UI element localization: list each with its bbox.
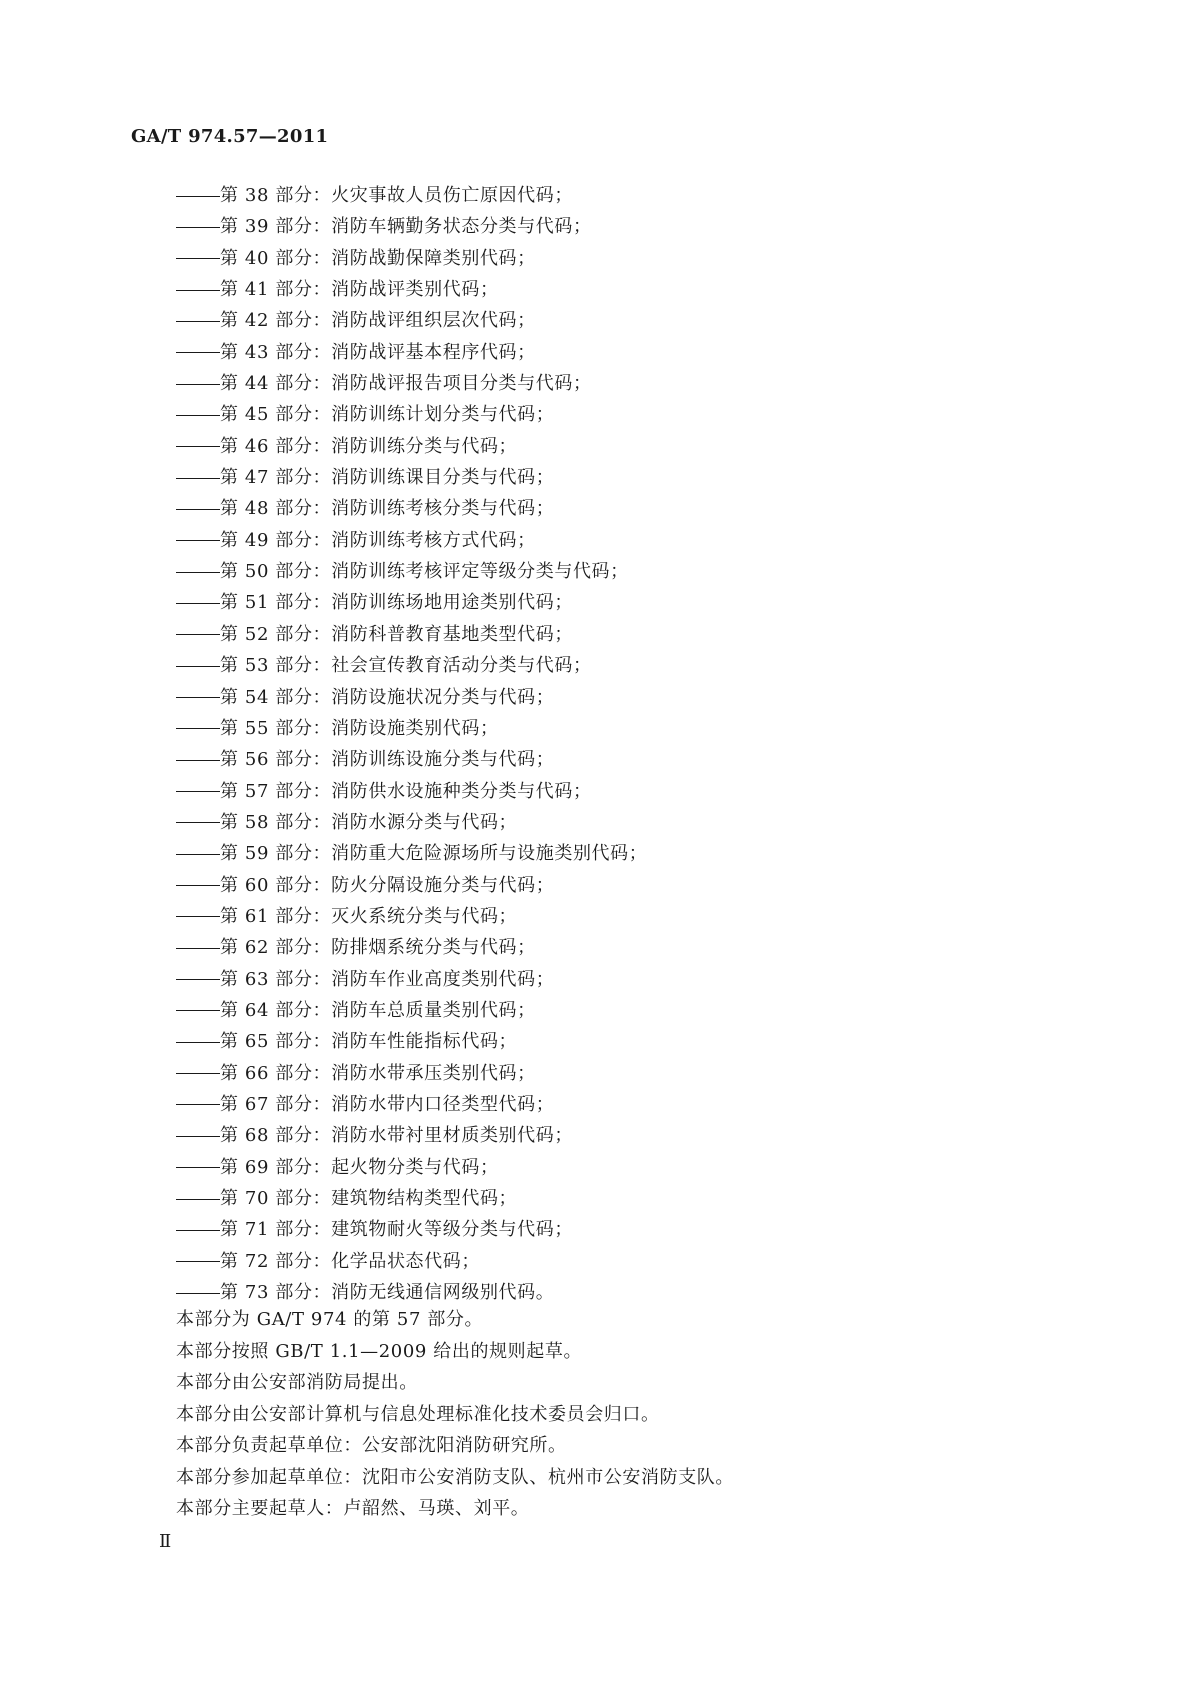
- part-label: 第 53 部分：: [220, 655, 332, 677]
- part-label: 第 49 部分：: [220, 529, 332, 551]
- em-dash-bullet: [176, 854, 220, 855]
- part-title: 消防无线通信网级别代码。: [331, 1282, 555, 1304]
- em-dash-bullet: [176, 948, 220, 949]
- em-dash-bullet: [176, 979, 220, 980]
- list-item: [176, 1152, 647, 1183]
- list-item: [176, 1058, 647, 1089]
- part-label: 第 54 部分：: [220, 686, 332, 708]
- part-title: 消防战评类别代码；: [331, 279, 499, 301]
- page-number: Ⅱ: [159, 1531, 172, 1552]
- em-dash-bullet: [176, 1167, 220, 1168]
- list-item: [176, 525, 647, 556]
- part-title: 消防训练考核评定等级分类与代码；: [331, 561, 629, 583]
- list-item: [176, 243, 647, 274]
- part-label: 第 64 部分：: [220, 999, 332, 1021]
- part-title: 消防重大危险源场所与设施类别代码；: [331, 843, 648, 865]
- list-item: [176, 1246, 647, 1277]
- paragraph: 本部分参加起草单位：沈阳市公安消防支队、杭州市公安消防支队。: [176, 1466, 734, 1488]
- part-label: 第 62 部分：: [220, 937, 332, 959]
- part-title: 消防训练场地用途类别代码；: [331, 592, 573, 614]
- list-item: [176, 556, 647, 587]
- part-title: 防排烟系统分类与代码；: [331, 937, 536, 959]
- list-item: [176, 870, 647, 901]
- list-item: [176, 587, 647, 618]
- part-title: 消防训练考核分类与代码；: [331, 498, 555, 520]
- part-label: 第 69 部分：: [220, 1156, 332, 1178]
- part-title: 社会宣传教育活动分类与代码；: [331, 655, 592, 677]
- part-label: 第 43 部分：: [220, 341, 332, 363]
- part-label: 第 40 部分：: [220, 247, 332, 269]
- em-dash-bullet: [176, 666, 220, 667]
- list-item: [176, 964, 647, 995]
- paragraph: 本部分由公安部消防局提出。: [176, 1372, 418, 1393]
- part-title: 消防训练设施分类与代码；: [331, 749, 555, 771]
- list-item: [176, 368, 647, 399]
- list-item: [176, 650, 647, 681]
- part-label: 第 52 部分：: [220, 623, 332, 645]
- list-item: [176, 1183, 647, 1214]
- em-dash-bullet: [176, 1230, 220, 1231]
- paragraph: 本部分主要起草人：卢韶然、马瑛、刘平。: [176, 1498, 530, 1519]
- parts-list: [176, 180, 647, 1308]
- part-title: 消防车总质量类别代码；: [331, 999, 536, 1021]
- part-label: 第 39 部分：: [220, 216, 332, 238]
- list-item: [176, 713, 647, 744]
- part-label: 第 41 部分：: [220, 279, 332, 301]
- paragraph: 本部分由公安部计算机与信息处理标准化技术委员会归口。: [176, 1403, 660, 1425]
- em-dash-bullet: [176, 540, 220, 541]
- part-label: 第 55 部分：: [220, 717, 332, 739]
- list-item: [176, 493, 647, 524]
- em-dash-bullet: [176, 634, 220, 635]
- em-dash-bullet: [176, 321, 220, 322]
- em-dash-bullet: [176, 478, 220, 479]
- part-title: 消防战评基本程序代码；: [331, 341, 536, 363]
- em-dash-bullet: [176, 1010, 220, 1011]
- em-dash-bullet: [176, 227, 220, 228]
- em-dash-bullet: [176, 509, 220, 510]
- part-label: 第 45 部分：: [220, 404, 332, 426]
- em-dash-bullet: [176, 1261, 220, 1262]
- part-title: 防火分隔设施分类与代码；: [331, 874, 555, 896]
- em-dash-bullet: [176, 196, 220, 197]
- part-label: 第 47 部分：: [220, 467, 332, 489]
- part-label: 第 57 部分：: [220, 780, 332, 802]
- part-title: 消防训练课目分类与代码；: [331, 467, 555, 489]
- part-label: 第 73 部分：: [220, 1282, 332, 1304]
- em-dash-bullet: [176, 916, 220, 917]
- part-title: 消防水带内口径类型代码；: [331, 1093, 555, 1115]
- em-dash-bullet: [176, 1199, 220, 1200]
- em-dash-bullet: [176, 1042, 220, 1043]
- part-title: 火灾事故人员伤亡原因代码；: [331, 185, 573, 206]
- list-item: [176, 744, 647, 775]
- em-dash-bullet: [176, 384, 220, 385]
- list-item: [176, 932, 647, 963]
- part-title: 消防战勤保障类别代码；: [331, 247, 536, 269]
- part-label: 第 48 部分：: [220, 498, 332, 520]
- part-title: 消防训练考核方式代码；: [331, 529, 536, 551]
- part-label: 第 58 部分：: [220, 811, 332, 833]
- part-label: 第 50 部分：: [220, 561, 332, 583]
- list-item: [176, 838, 647, 869]
- em-dash-bullet: [176, 603, 220, 604]
- part-label: 第 42 部分：: [220, 310, 332, 332]
- em-dash-bullet: [176, 791, 220, 792]
- part-title: 消防训练计划分类与代码；: [331, 404, 555, 426]
- em-dash-bullet: [176, 1073, 220, 1074]
- part-label: 第 70 部分：: [220, 1188, 332, 1209]
- part-title: 消防设施类别代码；: [331, 717, 499, 739]
- part-title: 消防科普教育基地类型代码；: [331, 623, 573, 645]
- part-label: 第 46 部分：: [220, 435, 332, 457]
- em-dash-bullet: [176, 760, 220, 761]
- part-title: 消防车性能指标代码；: [331, 1031, 518, 1053]
- part-label: 第 65 部分：: [220, 1031, 332, 1053]
- list-item: [176, 776, 647, 807]
- list-item: [176, 995, 647, 1026]
- list-item: [176, 462, 647, 493]
- em-dash-bullet: [176, 697, 220, 698]
- em-dash-bullet: [176, 415, 220, 416]
- em-dash-bullet: [176, 885, 220, 886]
- part-label: 第 66 部分：: [220, 1062, 332, 1084]
- em-dash-bullet: [176, 258, 220, 259]
- list-item: [176, 337, 647, 368]
- list-item: [176, 431, 647, 462]
- list-item: [176, 807, 647, 838]
- list-item: [176, 901, 647, 932]
- foreword-paragraphs: [176, 1304, 734, 1525]
- list-item: [176, 211, 647, 242]
- part-label: 第 61 部分：: [220, 905, 332, 927]
- part-label: 第 56 部分：: [220, 749, 332, 771]
- part-title: 消防战评组织层次代码；: [331, 310, 536, 332]
- paragraph: 本部分负责起草单位：公安部沈阳消防研究所。: [176, 1435, 567, 1456]
- paragraph: 本部分为 GA/T 974 的第 57 部分。: [176, 1309, 484, 1330]
- part-label: 第 68 部分：: [220, 1125, 332, 1147]
- part-label: 第 60 部分：: [220, 874, 332, 896]
- list-item: [176, 682, 647, 713]
- part-title: 消防水源分类与代码；: [331, 811, 518, 833]
- part-label: 第 72 部分：: [220, 1250, 332, 1272]
- em-dash-bullet: [176, 1293, 220, 1294]
- part-title: 起火物分类与代码；: [331, 1156, 499, 1178]
- part-title: 消防设施状况分类与代码；: [331, 686, 555, 708]
- list-item: [176, 1120, 647, 1151]
- paragraph: 本部分按照 GB/T 1.1—2009 给出的规则起草。: [176, 1340, 583, 1362]
- em-dash-bullet: [176, 446, 220, 447]
- em-dash-bullet: [176, 572, 220, 573]
- document-number: GA/T 974.57—2011: [131, 126, 329, 147]
- part-title: 消防车作业高度类别代码；: [331, 968, 555, 990]
- list-item: [176, 305, 647, 336]
- part-title: 消防训练分类与代码；: [331, 435, 518, 457]
- em-dash-bullet: [176, 1104, 220, 1105]
- em-dash-bullet: [176, 352, 220, 353]
- part-label: 第 67 部分：: [220, 1093, 332, 1115]
- part-title: 消防车辆勤务状态分类与代码；: [331, 216, 592, 238]
- part-label: 第 59 部分：: [220, 843, 332, 865]
- part-label: 第 51 部分：: [220, 592, 332, 614]
- em-dash-bullet: [176, 1136, 220, 1137]
- list-item: [176, 274, 647, 305]
- part-title: 消防供水设施种类分类与代码；: [331, 780, 592, 802]
- list-item: [176, 619, 647, 650]
- part-title: 建筑物结构类型代码；: [331, 1188, 518, 1209]
- part-title: 建筑物耐火等级分类与代码；: [331, 1219, 573, 1241]
- em-dash-bullet: [176, 822, 220, 823]
- part-label: 第 71 部分：: [220, 1219, 332, 1241]
- em-dash-bullet: [176, 728, 220, 729]
- part-label: 第 63 部分：: [220, 968, 332, 990]
- part-title: 消防战评报告项目分类与代码；: [331, 373, 592, 395]
- part-title: 化学品状态代码；: [331, 1250, 480, 1272]
- list-item: [176, 1214, 647, 1245]
- part-title: 消防水带承压类别代码；: [331, 1062, 536, 1084]
- part-title: 灭火系统分类与代码；: [331, 905, 518, 927]
- list-item: [176, 1089, 647, 1120]
- list-item: [176, 1026, 647, 1057]
- part-label: 第 38 部分：: [220, 185, 332, 206]
- list-item: [176, 180, 647, 211]
- part-title: 消防水带衬里材质类别代码；: [331, 1125, 573, 1147]
- list-item: [176, 399, 647, 430]
- part-label: 第 44 部分：: [220, 373, 332, 395]
- em-dash-bullet: [176, 290, 220, 291]
